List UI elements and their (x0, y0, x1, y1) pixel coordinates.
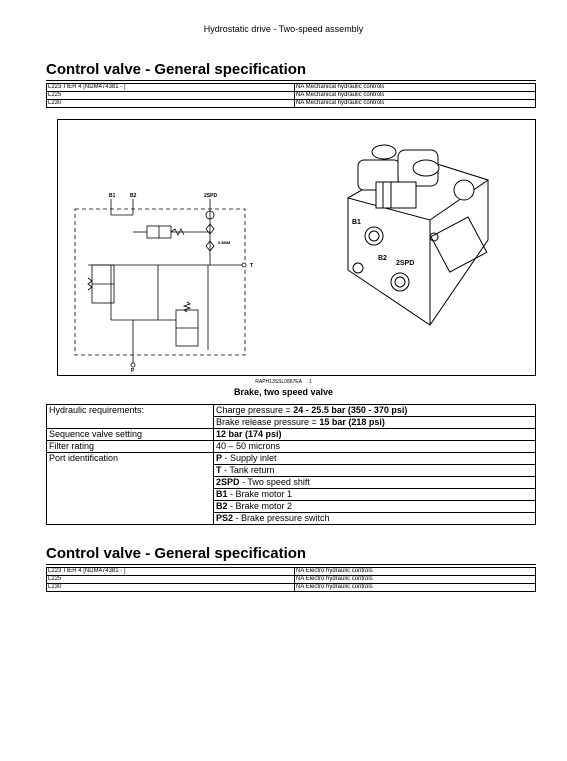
port-desc: - Two speed shift (239, 477, 310, 487)
section-title: Control valve - General specification (46, 545, 307, 562)
spec-table (46, 404, 536, 525)
port-cell (214, 465, 536, 477)
figure-illustration (58, 120, 535, 375)
figure-caption: Brake, two speed valve (233, 387, 334, 397)
port-label-2spd: 2SPD (204, 193, 218, 199)
brake-pressure-cell (214, 417, 536, 429)
brake-value: 15 bar (218 psi) (319, 417, 385, 427)
section-rule (46, 80, 536, 81)
schematic-labels (109, 193, 253, 374)
model-cell: L225 (47, 576, 295, 584)
port-label-b1: B1 (109, 193, 116, 199)
table-row (47, 576, 536, 584)
page-header: Hydrostatic drive - Two-speed assembly (203, 24, 364, 34)
valve-block-illustration (348, 145, 488, 325)
model-cell: L223 TIER 4 [NDM474381 - ] (47, 568, 295, 576)
hydraulic-label: Hydraulic requirements: (47, 405, 214, 429)
config-cell: NA Electro hydraulic controls (295, 576, 536, 584)
port-desc: - Tank return (221, 465, 275, 475)
table-row (47, 441, 536, 453)
port-desc: - Brake motor 2 (227, 501, 293, 511)
section-rule (46, 564, 536, 565)
table-row (47, 584, 536, 592)
table-row (47, 429, 536, 441)
model-table (46, 567, 536, 592)
model-table (46, 83, 536, 108)
port-cell (214, 501, 536, 513)
model-cell: L230 (47, 100, 295, 108)
charge-value: 24 - 25.5 bar (350 - 370 psi) (293, 405, 408, 415)
table-row (47, 405, 536, 417)
sequence-value: 12 bar (174 psi) (216, 429, 282, 439)
table-row (47, 92, 536, 100)
config-cell: NA Mechanical hydraulic controls (295, 92, 536, 100)
port-cell (214, 453, 536, 465)
port-label-b2: B2 (130, 193, 137, 199)
table-row (47, 453, 536, 465)
orifice-label: 0.8MM (218, 240, 231, 245)
table-row (47, 568, 536, 576)
port-desc: - Brake pressure switch (233, 513, 330, 523)
config-cell: NA Mechanical hydraulic controls (295, 84, 536, 92)
brake-prefix: Brake release pressure = (216, 417, 320, 427)
port-label-p: P (131, 368, 135, 374)
port-code: PS2 (216, 513, 234, 523)
iso-label-b2: B2 (378, 255, 387, 262)
figure-reference (0, 379, 567, 385)
port-desc: - Supply inlet (222, 453, 277, 463)
port-code: B1 (216, 489, 228, 499)
iso-label-2spd: 2SPD (396, 260, 415, 267)
config-cell: NA Mechanical hydraulic controls (295, 100, 536, 108)
sequence-value-cell (214, 429, 536, 441)
model-cell: L230 (47, 584, 295, 592)
config-cell: NA Electro hydraulic controls (295, 584, 536, 592)
filter-label: Filter rating (47, 441, 214, 453)
config-cell: NA Electro hydraulic controls (295, 568, 536, 576)
figure-frame (57, 119, 536, 376)
port-label: Port identification (47, 453, 214, 525)
port-code: 2SPD (216, 477, 240, 487)
figure-ref-number: 1 (308, 379, 312, 385)
charge-prefix: Charge pressure = (216, 405, 294, 415)
port-label-t: T (250, 263, 254, 269)
filter-value: 40 – 50 microns (214, 441, 536, 453)
model-cell: L223 TIER 4 [NDM474381 - ] (47, 84, 295, 92)
port-desc: - Brake motor 1 (227, 489, 293, 499)
hydraulic-schematic (75, 199, 246, 367)
model-cell: L225 (47, 92, 295, 100)
figure-ref-code: RAPH13SSL0867EA (255, 379, 302, 385)
charge-pressure-cell (214, 405, 536, 417)
section-title: Control valve - General specification (46, 61, 307, 78)
schematic-boundary (75, 209, 245, 355)
iso-label-b1: B1 (352, 219, 361, 226)
port-cell (214, 513, 536, 525)
port-cell (214, 489, 536, 501)
sequence-label: Sequence valve setting (47, 429, 214, 441)
port-code: T (216, 465, 222, 475)
port-cell (214, 477, 536, 489)
table-row (47, 100, 536, 108)
table-row (47, 84, 536, 92)
port-code: B2 (216, 501, 228, 511)
port-code: P (216, 453, 223, 463)
